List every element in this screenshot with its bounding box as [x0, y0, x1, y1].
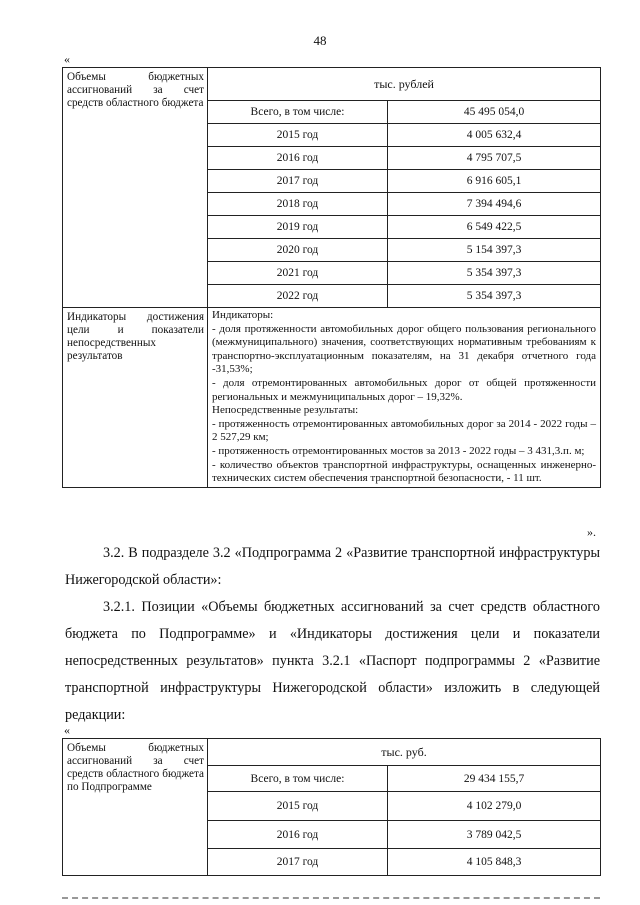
indicators-cell [208, 308, 601, 488]
table1-row-value: 5 154 397,3 [388, 239, 601, 262]
table1-row-value: 4 795 707,5 [388, 147, 601, 170]
table1-row-label: 2018 год [208, 193, 388, 216]
paragraph-3-2: 3.2. В подразделе 3.2 «Подпрограмма 2 «Развитие транспортной инфраструктуры Нижегородской области»: [65, 545, 600, 588]
table2-row-value: 4 105 848,3 [388, 849, 601, 876]
table1-row-value: 45 495 054,0 [388, 101, 601, 124]
indicators-line: Индикаторы: [212, 309, 274, 321]
page-number: 48 [313, 33, 327, 48]
indicators-line: - протяженность отремонтированных автомобильных дорог за 2014 - 2022 годы – 2 527,29 км; [212, 417, 597, 444]
table2-row-value: 29 434 155,7 [388, 766, 601, 792]
indicators-line: - доля отремонтированных автомобильных дорог от общей протяженности региональных и межмуниципальных дорог – 19,32%. [212, 376, 597, 403]
table1-row-value: 4 005 632,4 [388, 124, 601, 147]
scan-edge-artifact [62, 897, 600, 899]
table1-row-label: 2015 год [208, 124, 388, 147]
table2-row-label: 2017 год [208, 849, 388, 876]
table1-unit-row [63, 68, 601, 101]
table1-row-label: 2020 год [208, 239, 388, 262]
indicators-line: - количество объектов транспортной инфраструктуры, оснащенных инженерно-технических систем обеспечения транспортной безопасности, - 11 шт. [212, 458, 597, 485]
table1-row-value: 6 549 422,5 [388, 216, 601, 239]
table2-row-label: 2016 год [208, 821, 388, 849]
table1-row-label: 2016 год [208, 147, 388, 170]
table1-row-value: 5 354 397,3 [388, 285, 601, 308]
table1-row-label: 2022 год [208, 285, 388, 308]
table2-row-label: Всего, в том числе: [208, 766, 388, 792]
table1-row-value: 6 916 605,1 [388, 170, 601, 193]
table2-unit-row [63, 739, 601, 766]
closing-quote: ». [587, 525, 596, 539]
table1-row-value: 5 354 397,3 [388, 262, 601, 285]
opening-quote-2: « [64, 723, 70, 737]
table2-row-label: 2015 год [208, 792, 388, 821]
budget-table-2 [62, 738, 601, 876]
table2-row-value: 3 789 042,5 [388, 821, 601, 849]
table1-row-label: 2019 год [208, 216, 388, 239]
table1-row-label: 2017 год [208, 170, 388, 193]
indicators-line: - доля протяженности автомобильных дорог общего пользования регионального (межмуниципального) значения, соответствующих нормативным требованиям к транспортно-эксплуатационным показателям, на 31 декабря отчетного года -31,53%; [212, 322, 597, 376]
table1-row-label: 2021 год [208, 262, 388, 285]
indicators-line: - протяженность отремонтированных мостов за 2013 - 2022 годы – 3 431,3.п. м; [212, 444, 585, 457]
indicators-label-cell: Индикаторы достижения цели и показатели непосредственных результатов [63, 308, 208, 488]
paragraph-3-2-1: 3.2.1. Позиции «Объемы бюджетных ассигнований за счет средств областного бюджета по Подпрограмме» и «Индикаторы достижения цели и показатели непосредственных результатов» пункта 3.2.1 «Паспорт подпрограммы 2 «Развитие транспортной инфраструктуры Нижегородской области» изложить в следующей редакции: [65, 599, 600, 723]
table1-label-cell: Объемы бюджетных ассигнований за счет средств областного бюджета [63, 68, 208, 308]
table1-indicators-row [63, 308, 601, 488]
table2-unit: тыс. руб. [208, 739, 601, 766]
opening-quote: « [64, 52, 70, 66]
budget-table-1 [62, 67, 601, 488]
table2-label-cell: Объемы бюджетных ассигнований за счет средств областного бюджета по Подпрограмме [63, 739, 208, 876]
indicators-line: Непосредственные результаты: [212, 404, 359, 417]
table1-row-value: 7 394 494,6 [388, 193, 601, 216]
table1-row-label: Всего, в том числе: [208, 101, 388, 124]
table2-row-value: 4 102 279,0 [388, 792, 601, 821]
table1-unit: тыс. рублей [208, 68, 601, 101]
